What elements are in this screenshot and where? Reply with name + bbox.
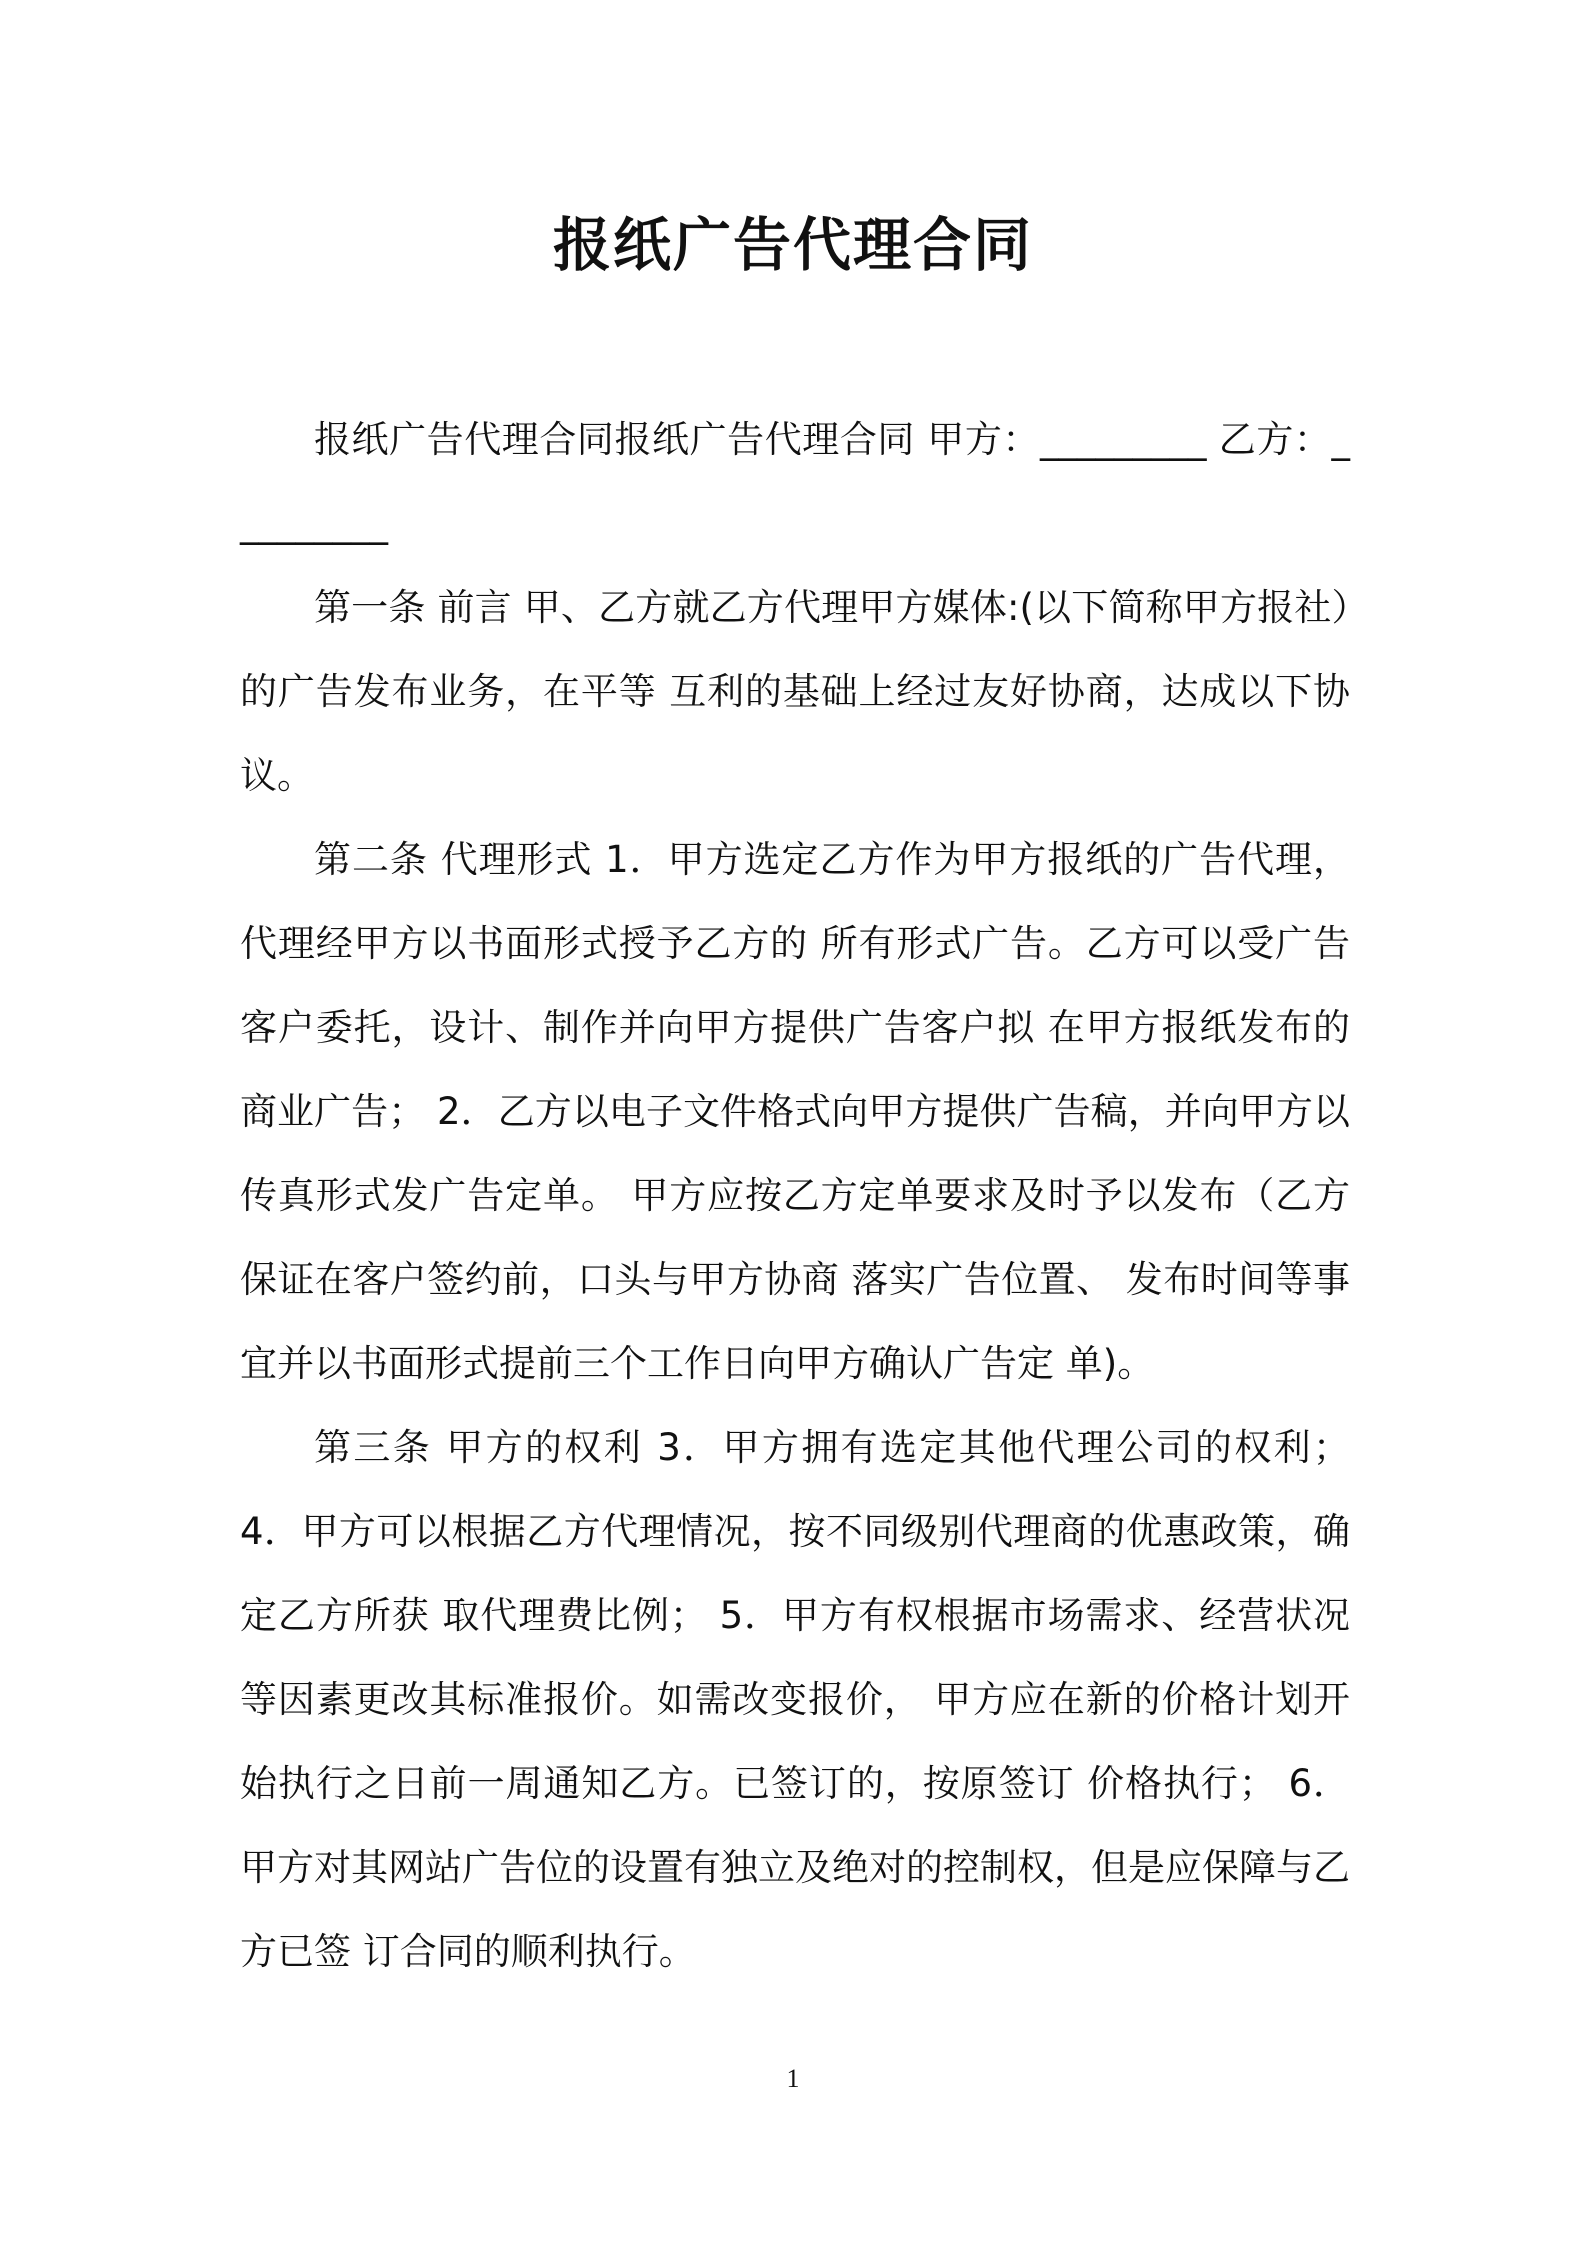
paragraph-article-1: 第一条 前言 甲、乙方就乙方代理甲方媒体:(以下简称甲方报社）的广告发布业务，在平等 互利的基础上经过友好协商，达成以下协议。	[240, 586, 1350, 797]
paragraph-article-2: 第二条 代理形式 1．甲方选定乙方作为甲方报纸的广告代理，代理经甲方以书面形式授予乙方的 所有形式广告。乙方可以受广告客户委托，设计、制作并向甲方提供广告客户拟 在甲方报纸发布的商业广告； 2．乙方以电子文件格式向甲方提供广告稿，并向甲方以传真形式发广告定单。 甲方应按乙方定单要求及时予以发布（乙方保证在客户签约前，口头与甲方协商 落实广告位置、 发布时间等事宜并以书面形式提前三个工作日向甲方确认广告定 单)。	[240, 838, 1350, 1385]
document-body	[240, 398, 1350, 1994]
paragraph-parties: 报纸广告代理合同报纸广告代理合同 甲方：_________ 乙方：_________	[240, 418, 1350, 545]
paragraph-article-3: 第三条 甲方的权利 3．甲方拥有选定其他代理公司的权利； 4．甲方可以根据乙方代理情况，按不同级别代理商的优惠政策，确定乙方所获 取代理费比例； 5．甲方有权根据市场需求、经营状况等因素更改其标准报价。如需改变报价， 甲方应在新的价格计划开始执行之日前一周通知乙方。已签订的，按原签订 价格执行； 6．甲方对其网站广告位的设置有独立及绝对的控制权，但是应保障与乙方已签 订合同的顺利执行。	[240, 1426, 1350, 1973]
document-title: 报纸广告代理合同	[552, 211, 1033, 279]
page-number: 1	[786, 2064, 800, 2093]
